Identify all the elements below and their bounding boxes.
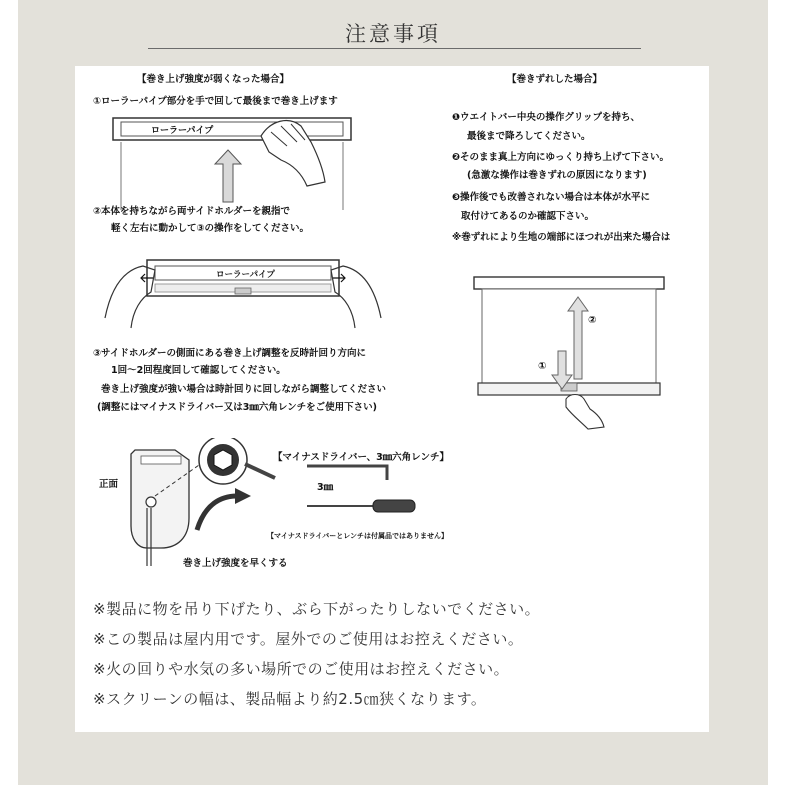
hand-grip-icon — [566, 395, 604, 430]
left-step1: ①ローラーパイプ部分を手で回して最後まで巻き上げます — [93, 96, 338, 107]
adjuster-hole — [146, 497, 156, 507]
note-3: ※火の回りや水気の多い場所でのご使用はお控えください。 — [93, 660, 510, 678]
instruction-card — [75, 66, 709, 732]
side-holder-illustration — [103, 248, 383, 333]
tools-note: 【マイナスドライバーとレンチは付属品ではありません】 — [267, 532, 449, 540]
right-step2-line1: ❷そのまま真上方向にゆっくり持ち上げて下さい。 — [452, 152, 669, 163]
screen-fabric — [482, 289, 656, 385]
rotate-arrow-icon — [197, 496, 237, 530]
marker-2: ② — [588, 315, 597, 326]
hex-wrench-icon — [307, 466, 387, 480]
tools-label: 【マイナスドライバー、3㎜六角レンチ】 — [273, 452, 449, 463]
top-rail — [474, 277, 664, 289]
right-step3-line1: ❸操作後でも改善されない場合は本体が水平に — [452, 192, 651, 203]
roller-label-2: ローラーパイプ — [216, 270, 275, 280]
note-1: ※製品に物を吊り下げたり、ぶら下がったりしないでください。 — [93, 600, 541, 618]
roller-hand-illustration — [111, 112, 361, 212]
front-label: 正面 — [99, 479, 119, 490]
side-holder-front — [131, 450, 189, 548]
screwdriver-icon — [373, 500, 415, 512]
hex-socket-icon — [214, 450, 232, 470]
right-heading: 【巻きずれした場合】 — [507, 74, 603, 85]
left-step3-line3: 巻き上げ強度が強い場合は時計回りに回しながら調整してください — [101, 384, 387, 395]
right-note: ※巻ずれにより生地の端部にほつれが出来た場合は — [452, 232, 671, 243]
right-step3-line2: 取付けてあるのか確認下さい。 — [461, 211, 595, 222]
left-step3-line2: 1回～2回程度回して確認してください。 — [111, 365, 286, 376]
grip-handle — [235, 288, 251, 294]
right-step2-line2: (急激な操作は巻きずれの原因になります) — [467, 170, 647, 181]
wrench-size-label: 3㎜ — [317, 482, 334, 493]
right-step1-line2: 最後まで降ろしてください。 — [467, 131, 591, 142]
left-step2-line1: ②本体を持ちながら両サイドホルダーを親指で — [93, 206, 290, 217]
note-2: ※この製品は屋内用です。屋外でのご使用はお控えください。 — [93, 630, 524, 648]
roller-label-1: ローラーパイプ — [151, 126, 214, 136]
marker-1: ① — [538, 361, 547, 372]
left-step3-line4: (調整にはマイナスドライバー又は3㎜六角レンチをご使用下さい) — [97, 402, 378, 413]
left-heading: 【巻き上げ強度が弱くなった場合】 — [137, 74, 290, 85]
left-step2-line2: 軽く左右に動かして③の操作をしてください。 — [111, 223, 310, 234]
right-step1-line1: ❶ウエイトバー中央の操作グリップを持ち、 — [452, 112, 640, 123]
up-arrow-icon — [215, 150, 241, 202]
skew-fix-illustration — [470, 271, 690, 431]
title-divider — [148, 48, 641, 49]
page-background — [18, 0, 768, 785]
faster-label: 巻き上げ強度を早くする — [183, 558, 288, 569]
page-title: 注意事項 — [345, 22, 441, 46]
note-4: ※スクリーンの幅は、製品幅より約2.5㎝狭くなります。 — [93, 690, 487, 708]
left-step3-line1: ③サイドホルダーの側面にある巻き上げ調整を反時計回り方向に — [93, 348, 366, 359]
